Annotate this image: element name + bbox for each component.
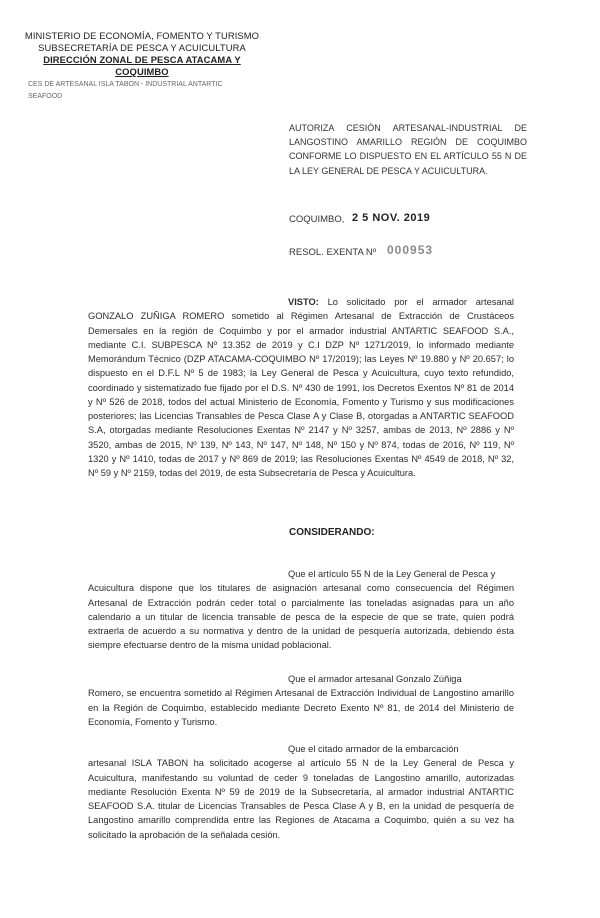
considerando-3-lead: Que el citado armador de la embarcación [288,744,459,754]
directorate-line: DIRECCIÓN ZONAL DE PESCA ATACAMA Y [43,54,241,65]
considerando-paragraph-1 [88,567,514,653]
considerando-2-lead: Que el armador artesanal Gonzalo Zúñiga [288,674,462,684]
visto-paragraph [88,295,514,480]
considerando-2-text: Romero, se encuentra sometido al Régimen Artesanal de Extracción Individual de Langostino amarillo en la Región de Coquimbo, establecido mediante Decreto Exento Nº 81, de 2014 del Ministerio de Economía, Fomento y Turismo. [88,688,514,727]
place-label: COQUIMBO, [289,214,345,225]
considerando-1-text: Acuicultura dispone que los titulares de asignación artesanal como consecuencia del Régimen Artesanal de Extracción podrán ceder total o parcialmente las toneladas asignadas para un año calendario a un titular de licencia transable de pesca de la especie de que se trate, quien podrá extraerla de acuerdo a su normativa y dentro de la unidad de pesquería autorizada, debiendo ésta siempre efectuarse dentro de la misma unidad poblacional. [88,583,514,651]
resolution-number: 000953 [387,243,434,257]
resolution-label: RESOL. EXENTA Nº [289,247,377,258]
considerando-1-lead: Que el artículo 55 N de la Ley General de Pesca y [288,569,496,579]
letterhead [22,30,262,102]
file-tag-2: SEAFOOD [28,93,63,100]
visto-text: Lo solicitado por el armador artesanal GONZALO ZUÑIGA ROMERO sometido al Régimen Artesanal de Extracción de Crustáceos Demersales en la región de Coquimbo y por el armador industrial ANTARTIC SEAFOOD S.A., mediante C.I. SUBPESCA Nº 13.352 de 2019 y C.I DZP Nº 1271/2019, lo informado mediante Memorándum Técnico (DZP ATACAMA-COQUIMBO Nº 17/2019); las Leyes Nº 19.880 y Nº 20.657; lo dispuesto en el D.F.L Nº 5 de 1983; la Ley General de Pesca y Acuicultura, cuyo texto refundido, coordinado y sistematizado fue fijado por el D.S. Nº 430 de 1991, los Decretos Exentos Nº 81 de 2014 y Nº 526 de 2018, todos del actual Ministerio de Economía, Fomento y Turismo y sus modificaciones posteriores; las Licencias Transables de Pesca Clase A y Clase B, otorgadas a ANTARTIC SEAFOOD S.A, otorgadas mediante Resoluciones Exentas Nº 2147 y Nº 3257, ambas de 2013, Nº 2886 y Nº 3520, ambas de 2015, Nº 139, Nº 143, Nº 147, Nº 148, Nº 150 y Nº 874, todas de 2016, Nº 119, Nº 1320 y Nº 1410, todas de 2017 y Nº 869 de 2019; las Resoluciones Exentas Nº 4549 de 2018, Nº 32, Nº 59 y Nº 2159, todas del 2019, de esta Subsecretaría de Pesca y Acuicultura. [88,297,514,478]
resolution-subject: AUTORIZA CESIÓN ARTESANAL-INDUSTRIAL DE LANGOSTINO AMARILLO REGIÓN DE COQUIMBO CONFORME LO DISPUESTO EN EL ARTÍCULO 55 N DE LA LEY GENERAL DE PESCA Y ACUICULTURA. [289,123,527,176]
considerando-paragraph-3 [88,742,514,842]
visto-heading: VISTO: [288,297,319,307]
file-tag: CES DE ARTESANAL ISLA TABON - INDUSTRIAL ANTARTIC [28,81,223,88]
directorate-line-2: COQUIMBO [115,66,169,77]
considerando-3-text: artesanal ISLA TABON ha solicitado acogerse al artículo 55 N de la Ley General de Pesca y Acuicultura, manifestando su voluntad de ceder 9 toneladas de Langostino amarillo, autorizadas mediante Resolución Exenta Nº 59 de 2019 de la Subsecretaría, al armador industrial ANTARTIC SEAFOOD S.A. titular de Licencias Transables de Pesca Clase A y B, en la unidad de pesquería de Langostino amarillo comprendida entre las Regiones de Atacama a Coquimbo, quién a su vez ha solicitado la aprobación de la señalada cesión. [88,758,514,840]
considerando-paragraph-2 [88,672,514,729]
ministry-line: MINISTERIO DE ECONOMÍA, FOMENTO Y TURISMO [24,30,260,41]
undersecretariat-line: SUBSECRETARÍA DE PESCA Y ACUICULTURA [38,42,246,53]
considerando-heading: CONSIDERANDO: [289,527,375,538]
date-stamp: 2 5 NOV. 2019 [352,212,431,224]
